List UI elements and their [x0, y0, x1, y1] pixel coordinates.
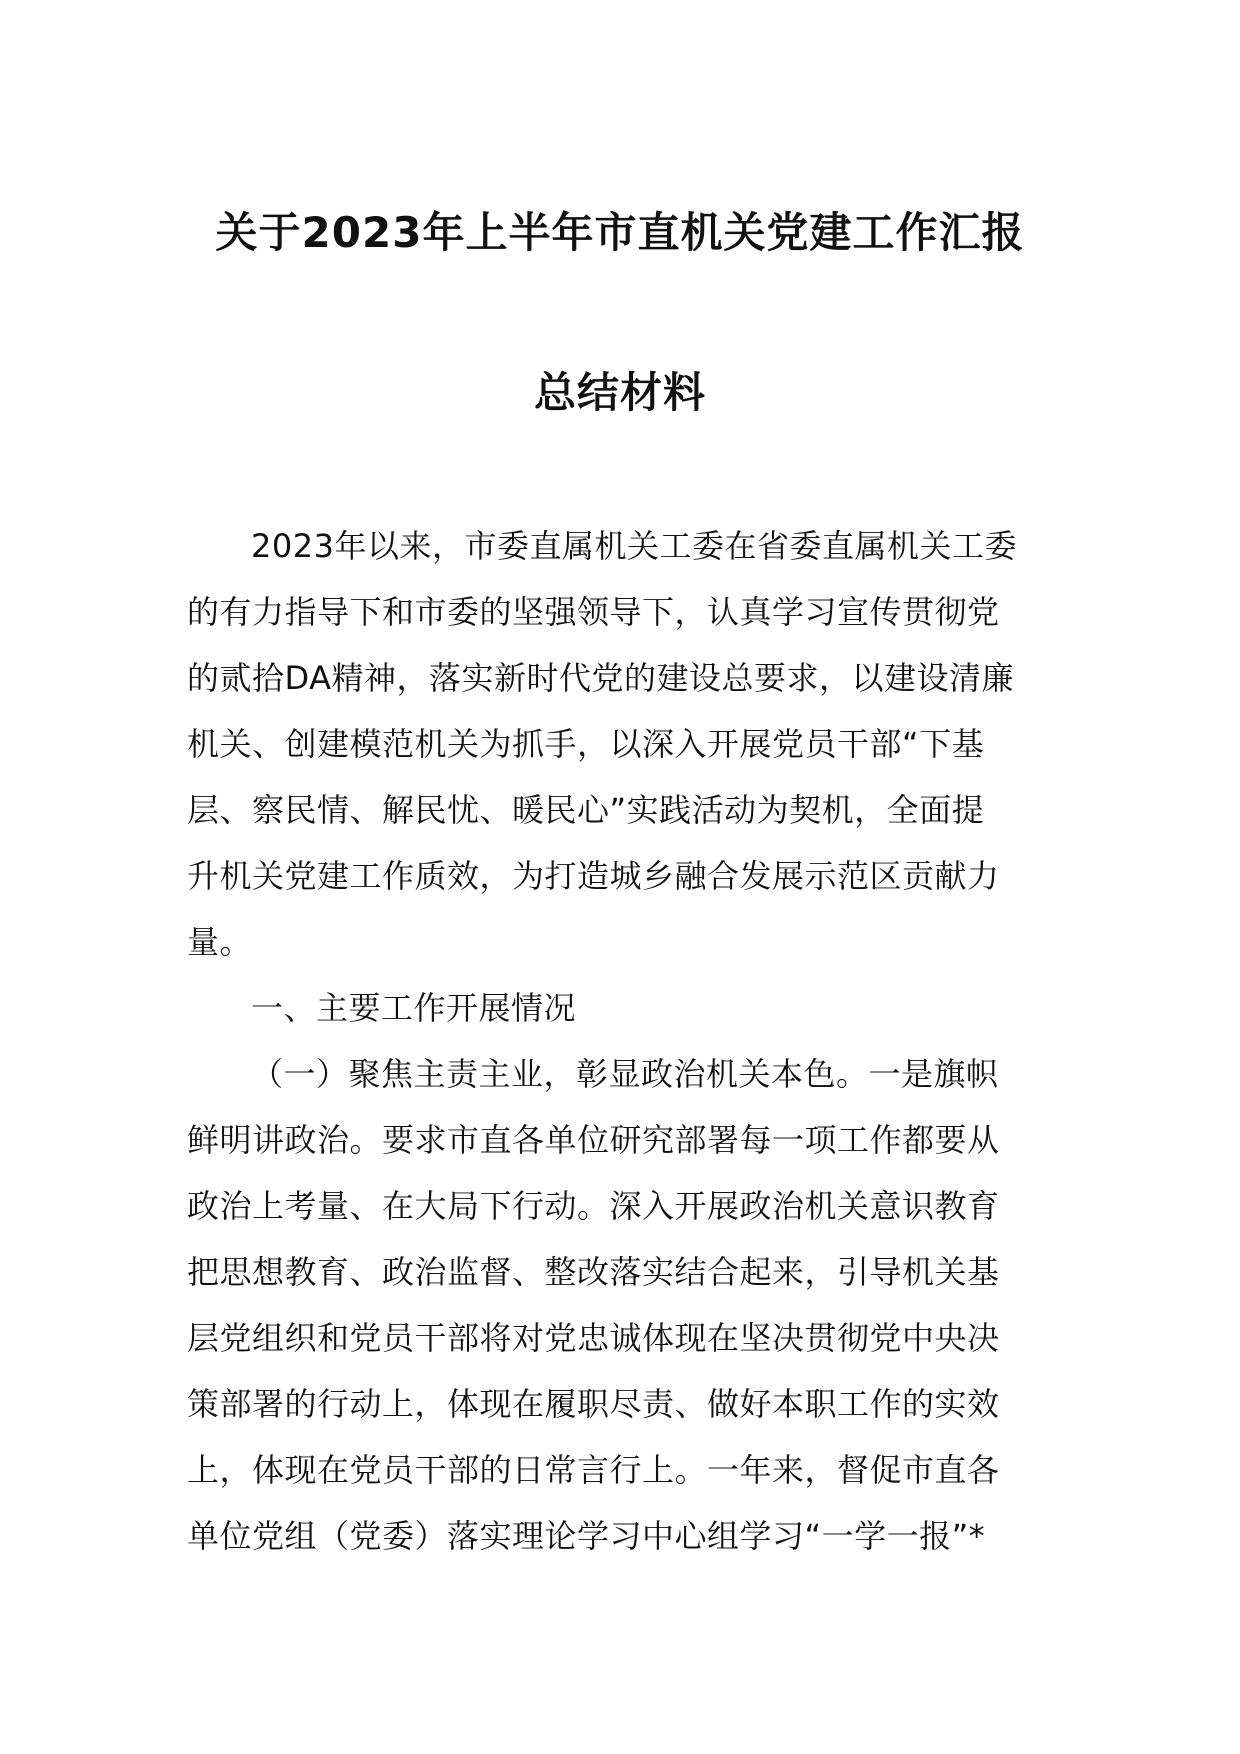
paragraph-line: 升机关党建工作质效，为打造城乡融合发展示范区贡献力: [187, 857, 1000, 895]
document-title-line-1: 关于2023年上半年市直机关党建工作汇报: [215, 208, 1025, 257]
paragraph-line: 层、察民情、解民忧、暖民心”实践活动为契机，全面提: [187, 791, 985, 829]
paragraph-line: 层党组织和党员干部将对党忠诚体现在坚决贯彻党中央决: [187, 1319, 1000, 1357]
paragraph-line: 上，体现在党员干部的日常言行上。一年来，督促市直各: [187, 1451, 1000, 1489]
section-heading: 一、主要工作开展情况: [251, 989, 577, 1027]
paragraph-line: 鲜明讲政治。要求市直各单位研究部署每一项工作都要从: [187, 1121, 1000, 1159]
paragraph-line: 单位党组（党委）落实理论学习中心组学习“一学一报”*: [187, 1517, 986, 1555]
paragraph-line: 机关、创建模范机关为抓手，以深入开展党员干部“下基: [187, 725, 985, 763]
paragraph-line: 策部署的行动上，体现在履职尽责、做好本职工作的实效: [187, 1385, 1000, 1423]
document-title-line-2: 总结材料: [533, 368, 706, 417]
paragraph-line: 量。: [187, 923, 253, 961]
document-body: [187, 513, 1057, 1569]
paragraph-line: 的贰拾DA精神，落实新时代党的建设总要求，以建设清廉: [187, 659, 1014, 697]
paragraph-line: 的有力指导下和市委的坚强领导下，认真学习宣传贯彻党: [187, 593, 1000, 631]
paragraph-line: 2023年以来，市委直属机关工委在省委直属机关工委: [251, 527, 1017, 565]
paragraph-line: 政治上考量、在大局下行动。深入开展政治机关意识教育: [187, 1187, 1000, 1225]
paragraph-line: 把思想教育、政治监督、整改落实结合起来，引导机关基: [187, 1253, 1000, 1291]
paragraph-line: （一）聚焦主责主业，彰显政治机关本色。一是旗帜: [251, 1055, 999, 1093]
